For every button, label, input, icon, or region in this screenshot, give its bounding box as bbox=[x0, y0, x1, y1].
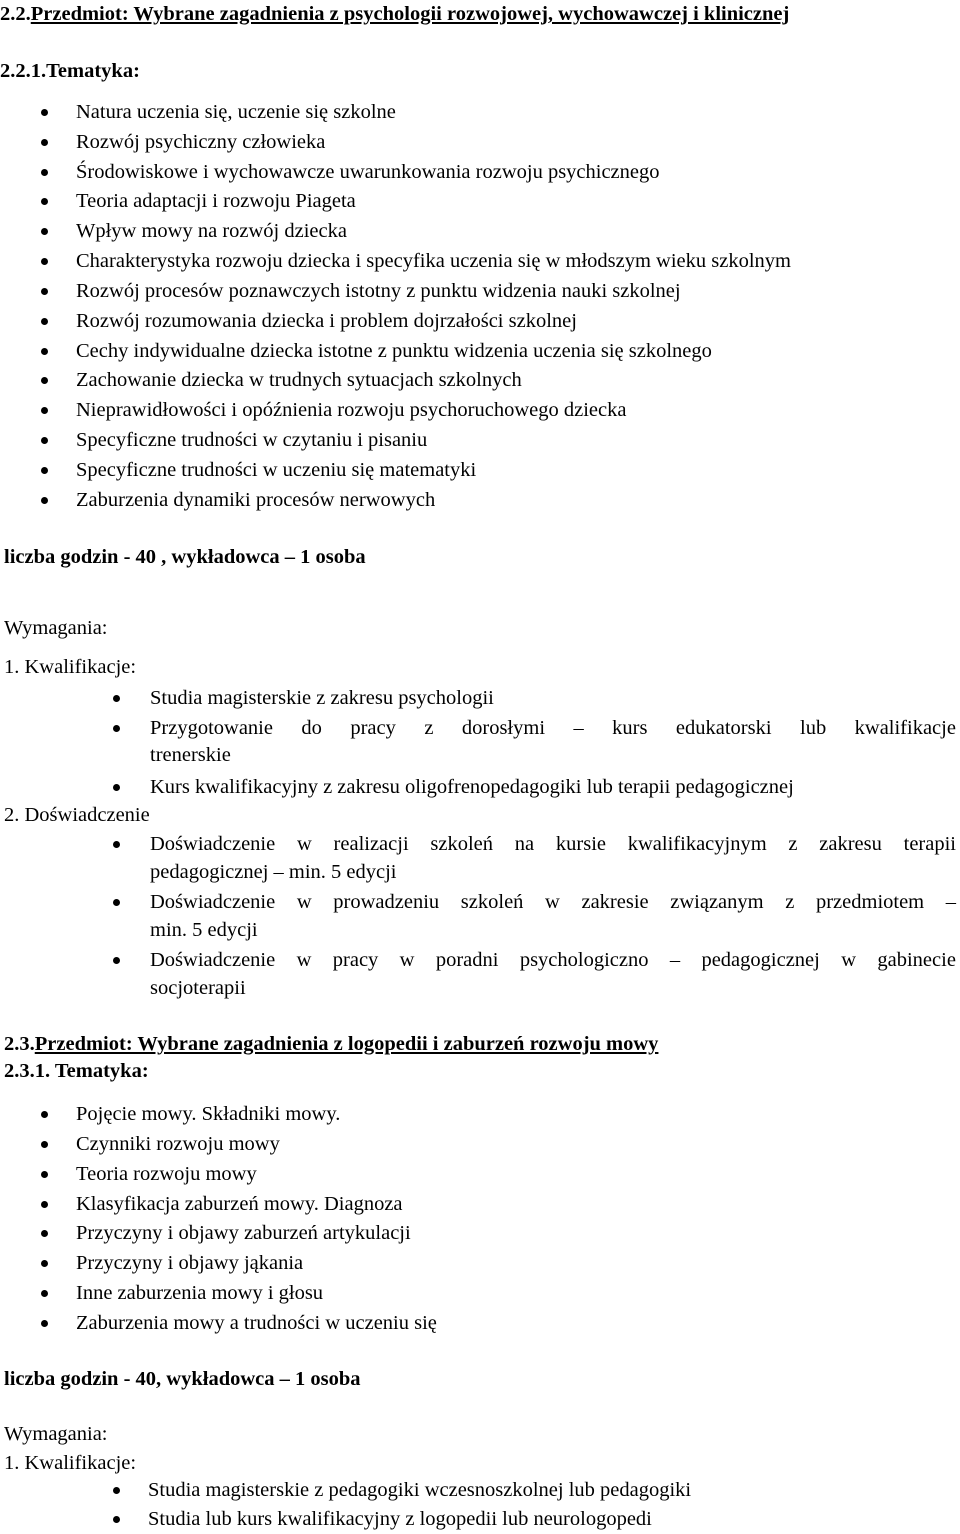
list-item: Pojęcie mowy. Składniki mowy. bbox=[0, 1102, 960, 1126]
list-item bbox=[0, 832, 960, 856]
list-item: Studia magisterskie z zakresu psychologii bbox=[0, 686, 960, 710]
list-item bbox=[0, 948, 960, 972]
justified-line: Doświadczenie w pracy w poradni psychologiczno – pedagogicznej w gabinecie bbox=[150, 949, 956, 971]
list-item: Wpływ mowy na rozwój dziecka bbox=[0, 219, 960, 243]
list-item: Kurs kwalifikacyjny z zakresu oligofrenopedagogiki lub terapii pedagogicznej bbox=[0, 775, 960, 799]
section-2-3-requirements-label: Wymagania: bbox=[4, 1423, 108, 1445]
section-2-2-heading bbox=[0, 2, 789, 26]
section-2-2-title: Przedmiot: Wybrane zagadnienia z psychologii rozwojowej, wychowawczej i klinicznej bbox=[30, 3, 790, 25]
section-2-3-hours: liczba godzin - 40, wykładowca – 1 osoba bbox=[4, 1368, 361, 1390]
list-item: Specyficzne trudności w uczeniu się matematyki bbox=[0, 458, 960, 482]
section-2-3-number: 2.3. bbox=[4, 1033, 35, 1055]
list-item bbox=[0, 716, 960, 740]
justified-line: Doświadczenie w prowadzeniu szkoleń w zakresie związanym z przedmiotem – bbox=[150, 891, 956, 913]
list-item: Zaburzenia mowy a trudności w uczeniu się bbox=[0, 1311, 960, 1335]
section-2-3-heading bbox=[4, 1032, 658, 1056]
section-2-2-requirements-label: Wymagania: bbox=[4, 617, 108, 639]
section-2-3-1-topics-heading: 2.3.1. Tematyka: bbox=[4, 1060, 149, 1082]
list-item-continuation: pedagogicznej – min. 5 edycji bbox=[150, 861, 397, 883]
list-item: Przyczyny i objawy zaburzeń artykulacji bbox=[0, 1221, 960, 1245]
list-item: Środowiskowe i wychowawcze uwarunkowania rozwoju psychicznego bbox=[0, 160, 960, 184]
list-item: Przyczyny i objawy jąkania bbox=[0, 1251, 960, 1275]
section-2-2-experience-label: 2. Doświadczenie bbox=[4, 804, 150, 826]
section-2-2-hours: liczba godzin - 40 , wykładowca – 1 osoba bbox=[4, 546, 366, 568]
list-item bbox=[0, 890, 960, 914]
list-item: Zachowanie dziecka w trudnych sytuacjach szkolnych bbox=[0, 368, 960, 392]
list-item: Klasyfikacja zaburzeń mowy. Diagnoza bbox=[0, 1192, 960, 1216]
list-item: Inne zaburzenia mowy i głosu bbox=[0, 1281, 960, 1305]
section-2-3-title: Przedmiot: Wybrane zagadnienia z logopedii i zaburzeń rozwoju mowy bbox=[34, 1033, 659, 1055]
list-item: Studia lub kurs kwalifikacyjny z logopedii lub neurologopedi bbox=[0, 1507, 960, 1531]
list-item: Rozwój psychiczny człowieka bbox=[0, 130, 960, 154]
list-item: Nieprawidłowości i opóźnienia rozwoju psychoruchowego dziecka bbox=[0, 398, 960, 422]
section-2-2-number: 2.2. bbox=[0, 3, 31, 25]
list-item: Cechy indywidualne dziecka istotne z punktu widzenia uczenia się szkolnego bbox=[0, 339, 960, 363]
list-item: Rozwój rozumowania dziecka i problem dojrzałości szkolnej bbox=[0, 309, 960, 333]
list-item: Zaburzenia dynamiki procesów nerwowych bbox=[0, 488, 960, 512]
list-item: Studia magisterskie z pedagogiki wczesnoszkolnej lub pedagogiki bbox=[0, 1478, 960, 1502]
list-item: Teoria rozwoju mowy bbox=[0, 1162, 960, 1186]
section-2-2-qualifications-label: 1. Kwalifikacje: bbox=[4, 656, 137, 678]
list-item: Czynniki rozwoju mowy bbox=[0, 1132, 960, 1156]
list-item: Teoria adaptacji i rozwoju Piageta bbox=[0, 189, 960, 213]
list-item: Charakterystyka rozwoju dziecka i specyfika uczenia się w młodszym wieku szkolnym bbox=[0, 249, 960, 273]
section-2-3-qualifications-label: 1. Kwalifikacje: bbox=[4, 1452, 137, 1474]
list-item: Rozwój procesów poznawczych istotny z punktu widzenia nauki szkolnej bbox=[0, 279, 960, 303]
justified-line: Doświadczenie w realizacji szkoleń na kursie kwalifikacyjnym z zakresu terapii bbox=[150, 833, 956, 855]
list-item: Specyficzne trudności w czytaniu i pisaniu bbox=[0, 428, 960, 452]
list-item: Natura uczenia się, uczenie się szkolne bbox=[0, 100, 960, 124]
list-item-continuation: trenerskie bbox=[150, 744, 231, 766]
justified-line: Przygotowanie do pracy z dorosłymi – kurs edukatorski lub kwalifikacje bbox=[150, 717, 956, 739]
section-2-2-1-topics-heading: 2.2.1.Tematyka: bbox=[0, 60, 140, 82]
list-item-continuation: min. 5 edycji bbox=[150, 919, 258, 941]
list-item-continuation: socjoterapii bbox=[150, 977, 246, 999]
